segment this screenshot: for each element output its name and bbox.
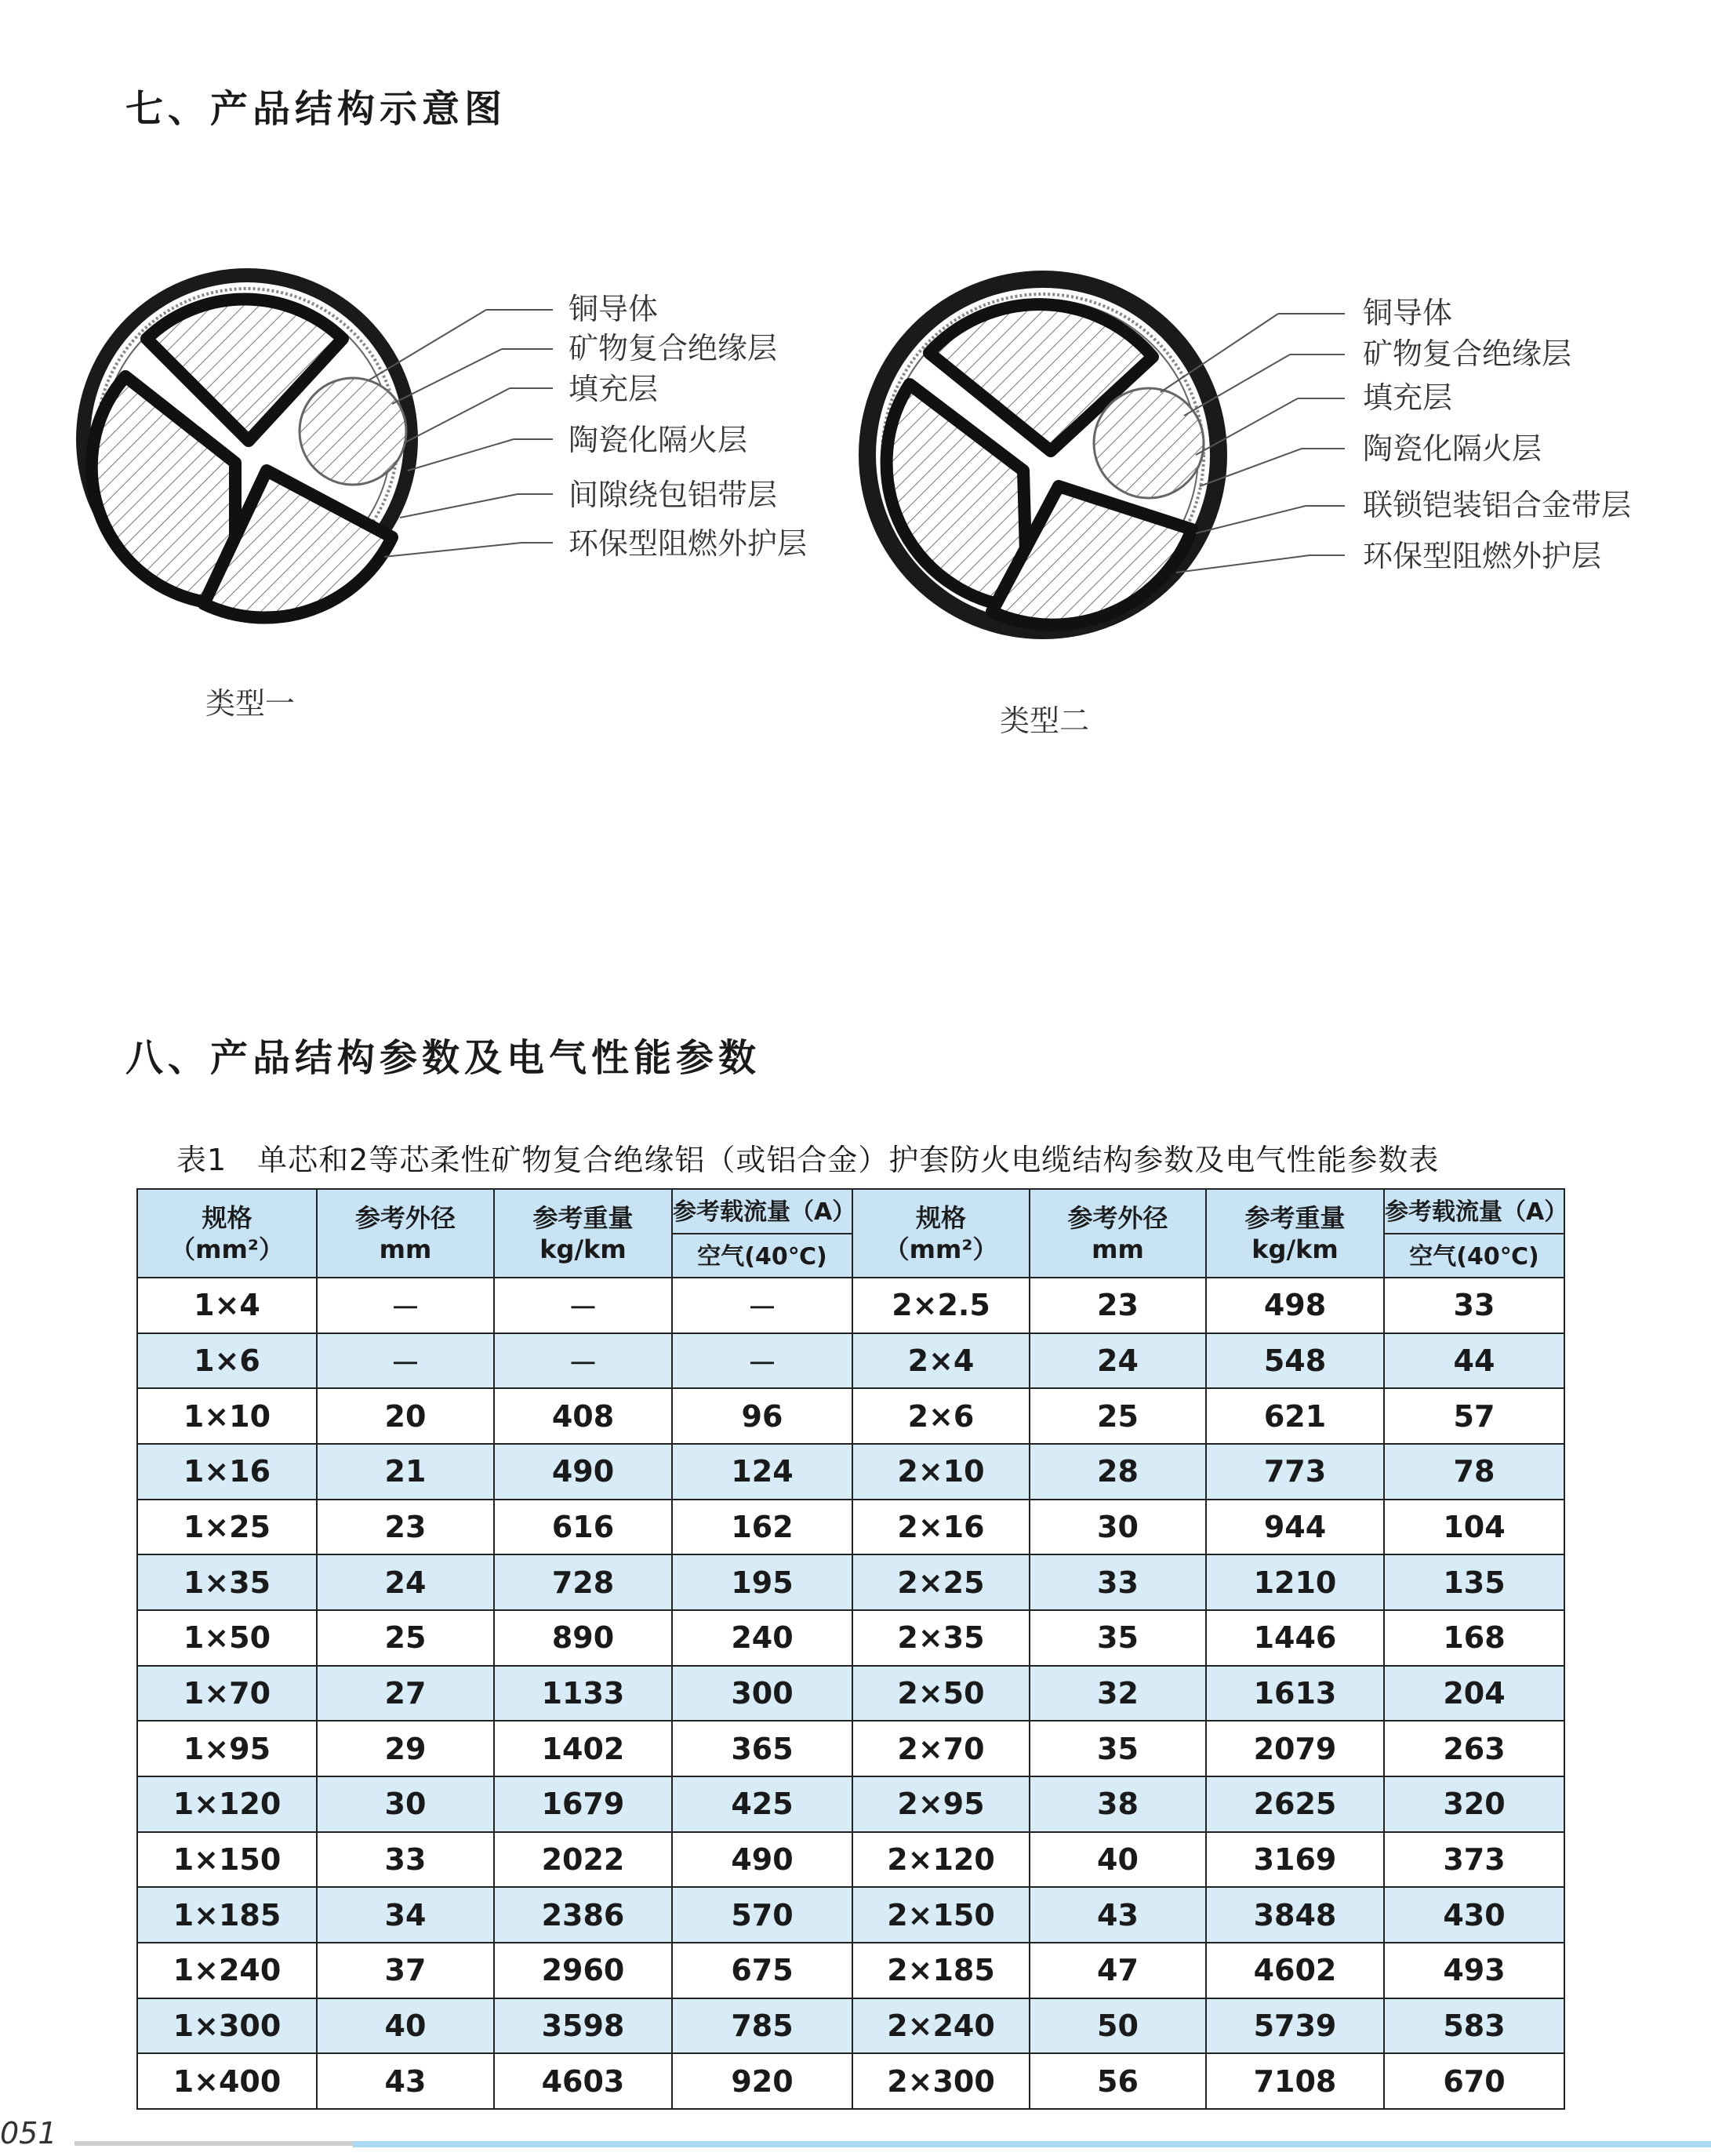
cell-current-1: 675 bbox=[672, 1943, 852, 1998]
cell-current-2: 104 bbox=[1384, 1500, 1564, 1555]
cell-spec-1: 1×150 bbox=[137, 1832, 317, 1888]
cell-weight-1: 616 bbox=[494, 1500, 672, 1555]
cell-weight-2: 498 bbox=[1206, 1278, 1384, 1333]
cell-weight-2: 7108 bbox=[1206, 2053, 1384, 2109]
d2-label-mineral-insulation: 矿物复合绝缘层 bbox=[1363, 336, 1572, 371]
cell-od-1: 25 bbox=[317, 1610, 494, 1666]
cell-current-2: 263 bbox=[1384, 1721, 1564, 1776]
cell-spec-1: 1×185 bbox=[137, 1887, 317, 1943]
cell-od-2: 56 bbox=[1030, 2053, 1206, 2109]
cell-spec-2: 2×25 bbox=[852, 1554, 1030, 1610]
cell-spec-1: 1×400 bbox=[137, 2053, 317, 2109]
table-row bbox=[137, 1278, 1564, 1333]
cell-spec-2: 2×2.5 bbox=[852, 1278, 1030, 1333]
cell-current-2: 583 bbox=[1384, 1998, 1564, 2054]
cell-weight-2: 773 bbox=[1206, 1444, 1384, 1500]
cell-current-1: － bbox=[672, 1333, 852, 1389]
cell-current-2: 493 bbox=[1384, 1943, 1564, 1998]
cell-current-1: 240 bbox=[672, 1610, 852, 1666]
cell-weight-2: 1446 bbox=[1206, 1610, 1384, 1666]
cell-spec-1: 1×300 bbox=[137, 1998, 317, 2054]
cell-od-1: － bbox=[317, 1333, 494, 1389]
d2-label-ceramic-fire-barrier: 陶瓷化隔火层 bbox=[1363, 431, 1542, 466]
d1-label-ceramic-fire-barrier: 陶瓷化隔火层 bbox=[569, 423, 748, 457]
cell-weight-1: 3598 bbox=[494, 1998, 672, 2054]
table-row bbox=[137, 1998, 1564, 2054]
cell-weight-2: 2079 bbox=[1206, 1721, 1384, 1776]
spec-table bbox=[136, 1188, 1568, 2110]
d1-caption: 类型一 bbox=[205, 686, 296, 721]
cell-od-1: 33 bbox=[317, 1832, 494, 1888]
cell-current-1: 300 bbox=[672, 1666, 852, 1722]
cell-spec-2: 2×185 bbox=[852, 1943, 1030, 1998]
cable-cross-section-type-2 bbox=[859, 271, 1345, 639]
table-row bbox=[137, 1333, 1564, 1389]
cell-od-2: 28 bbox=[1030, 1444, 1206, 1500]
cell-weight-1: 1133 bbox=[494, 1666, 672, 1722]
cell-current-1: 425 bbox=[672, 1776, 852, 1832]
cell-weight-1: － bbox=[494, 1278, 672, 1333]
section-7-title: 七、产品结构示意图 bbox=[125, 87, 507, 131]
section-8-title: 八、产品结构参数及电气性能参数 bbox=[125, 1036, 761, 1080]
cell-current-1: 570 bbox=[672, 1887, 852, 1943]
header-current-2: 参考载流量（A） bbox=[1384, 1189, 1564, 1234]
cell-spec-1: 1×6 bbox=[137, 1333, 317, 1389]
footer-rule-blue bbox=[353, 2141, 1711, 2147]
cell-od-1: － bbox=[317, 1278, 494, 1333]
cell-current-2: 373 bbox=[1384, 1832, 1564, 1888]
cell-od-2: 33 bbox=[1030, 1554, 1206, 1610]
cell-spec-2: 2×70 bbox=[852, 1721, 1030, 1776]
cell-current-1: － bbox=[672, 1278, 852, 1333]
cell-od-1: 34 bbox=[317, 1887, 494, 1943]
cell-spec-2: 2×150 bbox=[852, 1887, 1030, 1943]
cell-spec-2: 2×4 bbox=[852, 1333, 1030, 1389]
cell-od-2: 30 bbox=[1030, 1500, 1206, 1555]
cell-weight-2: 621 bbox=[1206, 1388, 1384, 1444]
cell-weight-2: 5739 bbox=[1206, 1998, 1384, 2054]
cell-od-1: 30 bbox=[317, 1776, 494, 1832]
table-row bbox=[137, 1666, 1564, 1722]
cell-weight-1: 1679 bbox=[494, 1776, 672, 1832]
cell-spec-2: 2×300 bbox=[852, 2053, 1030, 2109]
cell-weight-2: 2625 bbox=[1206, 1776, 1384, 1832]
header-outer-diameter: 参考外径 mm bbox=[317, 1189, 494, 1278]
cell-od-1: 37 bbox=[317, 1943, 494, 1998]
cell-spec-1: 1×240 bbox=[137, 1943, 317, 1998]
table-body bbox=[137, 1278, 1564, 2109]
cell-weight-1: 490 bbox=[494, 1444, 672, 1500]
cell-od-1: 24 bbox=[317, 1554, 494, 1610]
table-row bbox=[137, 1388, 1564, 1444]
d1-label-copper-conductor: 铜导体 bbox=[569, 292, 659, 326]
d2-label-outer-sheath: 环保型阻燃外护层 bbox=[1363, 539, 1602, 573]
table-row bbox=[137, 1721, 1564, 1776]
cell-od-2: 23 bbox=[1030, 1278, 1206, 1333]
cell-od-1: 43 bbox=[317, 2053, 494, 2109]
header-current-air-2: 空气(40℃) bbox=[1384, 1234, 1564, 1278]
d1-label-filler-layer: 填充层 bbox=[569, 372, 659, 406]
cell-spec-2: 2×35 bbox=[852, 1610, 1030, 1666]
cell-od-1: 23 bbox=[317, 1500, 494, 1555]
table-row bbox=[137, 1887, 1564, 1943]
cell-weight-1: 408 bbox=[494, 1388, 672, 1444]
cell-od-2: 40 bbox=[1030, 1832, 1206, 1888]
cell-weight-2: 1613 bbox=[1206, 1666, 1384, 1722]
cell-current-1: 490 bbox=[672, 1832, 852, 1888]
cell-od-1: 29 bbox=[317, 1721, 494, 1776]
cell-od-1: 21 bbox=[317, 1444, 494, 1500]
cell-spec-2: 2×10 bbox=[852, 1444, 1030, 1500]
cell-current-2: 33 bbox=[1384, 1278, 1564, 1333]
header-weight-2: 参考重量 kg/km bbox=[1206, 1189, 1384, 1278]
cell-spec-1: 1×16 bbox=[137, 1444, 317, 1500]
header-spec-2: 规格 （mm²） bbox=[852, 1189, 1030, 1278]
cell-spec-1: 1×25 bbox=[137, 1500, 317, 1555]
cell-current-2: 57 bbox=[1384, 1388, 1564, 1444]
cell-od-2: 25 bbox=[1030, 1388, 1206, 1444]
cell-spec-1: 1×70 bbox=[137, 1666, 317, 1722]
header-outer-diameter-2: 参考外径 mm bbox=[1030, 1189, 1206, 1278]
cell-weight-2: 3169 bbox=[1206, 1832, 1384, 1888]
cell-spec-2: 2×95 bbox=[852, 1776, 1030, 1832]
d2-caption: 类型二 bbox=[1000, 704, 1090, 738]
cell-spec-1: 1×4 bbox=[137, 1278, 317, 1333]
cell-spec-2: 2×50 bbox=[852, 1666, 1030, 1722]
cell-od-1: 40 bbox=[317, 1998, 494, 2054]
page-number: 051 bbox=[0, 2116, 57, 2151]
cell-current-1: 365 bbox=[672, 1721, 852, 1776]
header-current-air: 空气(40℃) bbox=[672, 1234, 852, 1278]
cell-current-2: 78 bbox=[1384, 1444, 1564, 1500]
cell-od-1: 20 bbox=[317, 1388, 494, 1444]
d2-label-filler-layer: 填充层 bbox=[1363, 380, 1453, 415]
cell-od-2: 35 bbox=[1030, 1721, 1206, 1776]
header-weight: 参考重量 kg/km bbox=[494, 1189, 672, 1278]
cell-weight-1: 1402 bbox=[494, 1721, 672, 1776]
cell-weight-1: 4603 bbox=[494, 2053, 672, 2109]
cell-weight-2: 944 bbox=[1206, 1500, 1384, 1555]
d1-label-mineral-insulation: 矿物复合绝缘层 bbox=[569, 331, 778, 365]
cell-weight-1: 2386 bbox=[494, 1887, 672, 1943]
cell-current-1: 96 bbox=[672, 1388, 852, 1444]
header-spec: 规格 （mm²） bbox=[137, 1189, 317, 1278]
table-row bbox=[137, 1943, 1564, 1998]
table-row bbox=[137, 1776, 1564, 1832]
cell-spec-1: 1×50 bbox=[137, 1610, 317, 1666]
cell-weight-1: 2960 bbox=[494, 1943, 672, 1998]
cell-weight-1: 2022 bbox=[494, 1832, 672, 1888]
cell-current-2: 168 bbox=[1384, 1610, 1564, 1666]
cell-spec-2: 2×6 bbox=[852, 1388, 1030, 1444]
d1-label-outer-sheath: 环保型阻燃外护层 bbox=[569, 526, 808, 561]
cell-weight-1: － bbox=[494, 1333, 672, 1389]
cell-spec-2: 2×16 bbox=[852, 1500, 1030, 1555]
cell-current-2: 430 bbox=[1384, 1887, 1564, 1943]
cable-cross-section-type-1 bbox=[76, 268, 553, 618]
cell-weight-2: 4602 bbox=[1206, 1943, 1384, 1998]
cell-od-2: 35 bbox=[1030, 1610, 1206, 1666]
header-current: 参考载流量（A） bbox=[672, 1189, 852, 1234]
cell-spec-1: 1×95 bbox=[137, 1721, 317, 1776]
table-row bbox=[137, 1444, 1564, 1500]
table-row bbox=[137, 1500, 1564, 1555]
cell-current-1: 195 bbox=[672, 1554, 852, 1610]
cell-current-1: 124 bbox=[672, 1444, 852, 1500]
cell-weight-1: 890 bbox=[494, 1610, 672, 1666]
cell-weight-1: 728 bbox=[494, 1554, 672, 1610]
table-row bbox=[137, 1610, 1564, 1666]
cell-current-2: 320 bbox=[1384, 1776, 1564, 1832]
cell-weight-2: 1210 bbox=[1206, 1554, 1384, 1610]
cell-current-1: 162 bbox=[672, 1500, 852, 1555]
cell-od-2: 32 bbox=[1030, 1666, 1206, 1722]
cell-spec-1: 1×10 bbox=[137, 1388, 317, 1444]
cell-current-1: 785 bbox=[672, 1998, 852, 2054]
table-caption: 表1 单芯和2等芯柔性矿物复合绝缘铝（或铝合金）护套防火电缆结构参数及电气性能参数表 bbox=[176, 1143, 1440, 1177]
cell-od-2: 43 bbox=[1030, 1887, 1206, 1943]
cell-od-2: 38 bbox=[1030, 1776, 1206, 1832]
cell-current-2: 670 bbox=[1384, 2053, 1564, 2109]
table-row bbox=[137, 2053, 1564, 2109]
cell-weight-2: 548 bbox=[1206, 1333, 1384, 1389]
table-row bbox=[137, 1554, 1564, 1610]
cell-spec-2: 2×120 bbox=[852, 1832, 1030, 1888]
cell-current-2: 204 bbox=[1384, 1666, 1564, 1722]
d1-label-aluminium-tape-wrap: 间隙绕包铝带层 bbox=[569, 478, 778, 512]
cell-spec-1: 1×35 bbox=[137, 1554, 317, 1610]
cell-current-2: 44 bbox=[1384, 1333, 1564, 1389]
d2-label-interlocked-armour: 联锁铠装铝合金带层 bbox=[1363, 488, 1632, 522]
cell-od-2: 24 bbox=[1030, 1333, 1206, 1389]
cell-spec-2: 2×240 bbox=[852, 1998, 1030, 2054]
table-row bbox=[137, 1832, 1564, 1888]
footer-rule-grey bbox=[74, 2141, 353, 2146]
cell-od-1: 27 bbox=[317, 1666, 494, 1722]
d2-label-copper-conductor: 铜导体 bbox=[1363, 296, 1453, 330]
cell-od-2: 50 bbox=[1030, 1998, 1206, 2054]
cell-spec-1: 1×120 bbox=[137, 1776, 317, 1832]
cell-current-2: 135 bbox=[1384, 1554, 1564, 1610]
cell-current-1: 920 bbox=[672, 2053, 852, 2109]
cell-od-2: 47 bbox=[1030, 1943, 1206, 1998]
cell-weight-2: 3848 bbox=[1206, 1887, 1384, 1943]
